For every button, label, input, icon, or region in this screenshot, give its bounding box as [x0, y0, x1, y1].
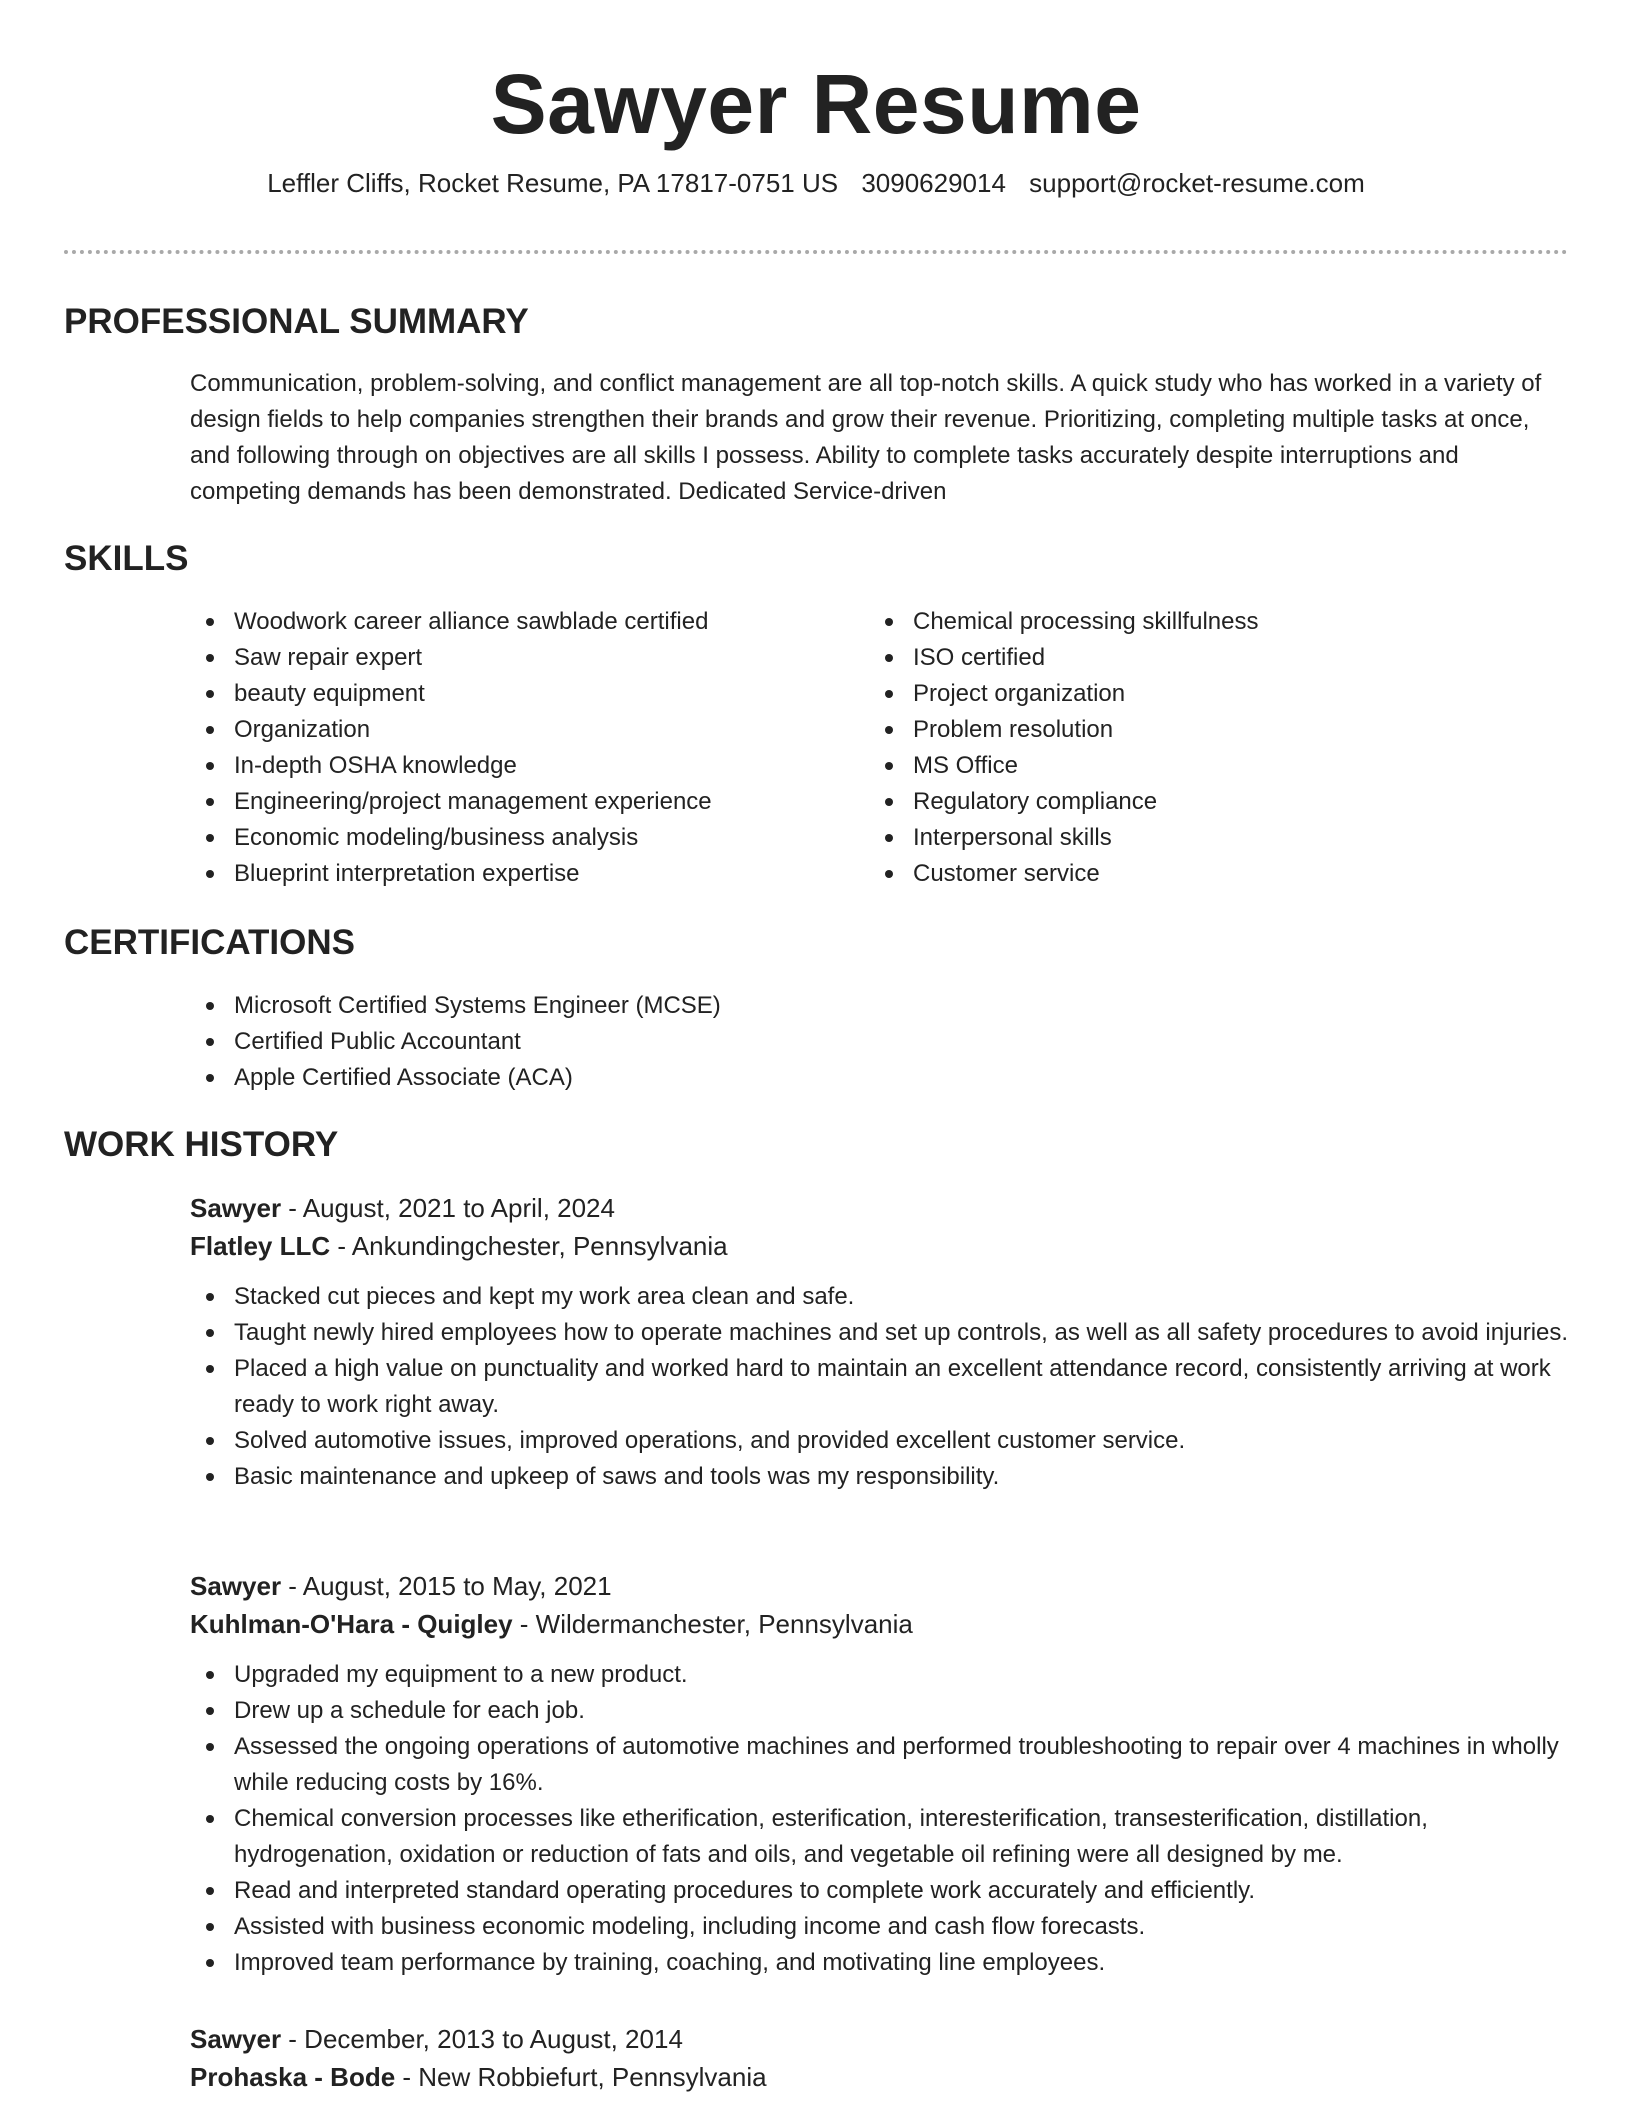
job-bullets [190, 1657, 1570, 1981]
job-entry [190, 1189, 1568, 1495]
list-item: Chemical processing skillfulness [869, 604, 1509, 640]
list-item: Taught newly hired employees how to operate machines and set up controls, as well as all safety procedures to avoid injuries. [190, 1315, 1570, 1351]
list-item: Problem resolution [869, 712, 1509, 748]
job-company-line [190, 1227, 1568, 1265]
skills-heading: SKILLS [64, 539, 189, 578]
list-item: Apple Certified Associate (ACA) [190, 1060, 1490, 1096]
skills-list-right [869, 604, 1509, 892]
resume-name: Sawyer Resume [490, 57, 1142, 151]
job-company-line [190, 1605, 1568, 1643]
job-entry [190, 2020, 1568, 2110]
list-item: Basic maintenance and upkeep of saws and tools was my responsibility. [190, 1459, 1570, 1495]
job-entry [190, 1567, 1568, 1981]
summary-heading: PROFESSIONAL SUMMARY [64, 302, 529, 341]
work-history-heading: WORK HISTORY [64, 1125, 339, 1164]
job-title-line [190, 1567, 1568, 1605]
list-item: Solved automotive issues, improved operations, and provided excellent customer service. [190, 1423, 1570, 1459]
skills-list-left [190, 604, 830, 892]
list-item: Saw repair expert [190, 640, 830, 676]
list-item: Economic modeling/business analysis [190, 820, 830, 856]
contact-address: Leffler Cliffs, Rocket Resume, PA 17817-0751 US [267, 168, 839, 198]
contact-line [0, 166, 1632, 200]
job-bullets [190, 1279, 1570, 1495]
list-item: In-depth OSHA knowledge [190, 748, 830, 784]
job-title: Sawyer [190, 1571, 282, 1601]
job-company: Prohaska - Bode [190, 2062, 396, 2092]
list-item: beauty equipment [190, 676, 830, 712]
job-dates: - August, 2021 to April, 2024 [281, 1193, 615, 1223]
list-item: Engineering/project management experience [190, 784, 830, 820]
list-item: Drew up a schedule for each job. [190, 1693, 1570, 1729]
job-title: Sawyer [190, 2024, 282, 2054]
list-item: Project organization [869, 676, 1509, 712]
job-company: Flatley LLC [190, 1231, 331, 1261]
list-item: Improved team performance by training, coaching, and motivating line employees. [190, 1945, 1570, 1981]
list-item: Certified Public Accountant [190, 1024, 1490, 1060]
job-dates: - December, 2013 to August, 2014 [281, 2024, 683, 2054]
job-title: Sawyer [190, 1193, 282, 1223]
list-item: Organization [190, 712, 830, 748]
header-divider [64, 250, 1568, 254]
list-item: Placed a high value on punctuality and worked hard to maintain an excellent attendance record, consistently arriving at work ready to work right away. [190, 1351, 1570, 1423]
list-item: Stacked cut pieces and kept my work area clean and safe. [190, 1279, 1570, 1315]
list-item: Regulatory compliance [869, 784, 1509, 820]
list-item: Assessed the ongoing operations of automotive machines and performed troubleshooting to repair over 4 machines in wholly while reducing costs by 16%. [190, 1729, 1570, 1801]
contact-phone: 3090629014 [861, 168, 1006, 198]
list-item: Read and interpreted standard operating procedures to complete work accurately and efficiently. [190, 1873, 1570, 1909]
job-title-line [190, 2020, 1568, 2058]
certifications-heading: CERTIFICATIONS [64, 923, 356, 962]
job-location: - Ankundingchester, Pennsylvania [330, 1231, 728, 1261]
job-location: - New Robbiefurt, Pennsylvania [395, 2062, 767, 2092]
contact-email: support@rocket-resume.com [1029, 168, 1365, 198]
list-item: Microsoft Certified Systems Engineer (MCSE) [190, 988, 1490, 1024]
job-company-line [190, 2058, 1568, 2096]
list-item: Chemical conversion processes like etherification, esterification, interesterification, transesterification, distillation, hydrogenation, oxidation or reduction of fats and oils, and vegetable oil refining were all designed by me. [190, 1801, 1570, 1873]
list-item: Customer service [869, 856, 1509, 892]
list-item: Blueprint interpretation expertise [190, 856, 830, 892]
list-item: Assisted with business economic modeling, including income and cash flow forecasts. [190, 1909, 1570, 1945]
summary-text: Communication, problem-solving, and conflict management are all top-notch skills. A quick study who has worked in a variety of design fields to help companies strengthen their brands and grow their revenue. Prioritizing, completing multiple tasks at once, and following through on objectives are all skills I possess. Ability to complete tasks accurately despite interruptions and competing demands has been demonstrated. Dedicated Service-driven [190, 370, 1542, 505]
list-item: MS Office [869, 748, 1509, 784]
job-title-line [190, 1189, 1568, 1227]
job-location: - Wildermanchester, Pennsylvania [512, 1609, 913, 1639]
list-item: Woodwork career alliance sawblade certified [190, 604, 830, 640]
list-item: Upgraded my equipment to a new product. [190, 1657, 1570, 1693]
certifications-list [190, 988, 1490, 1096]
list-item: Interpersonal skills [869, 820, 1509, 856]
list-item: ISO certified [869, 640, 1509, 676]
job-dates: - August, 2015 to May, 2021 [281, 1571, 612, 1601]
job-company: Kuhlman-O'Hara - Quigley [190, 1609, 513, 1639]
